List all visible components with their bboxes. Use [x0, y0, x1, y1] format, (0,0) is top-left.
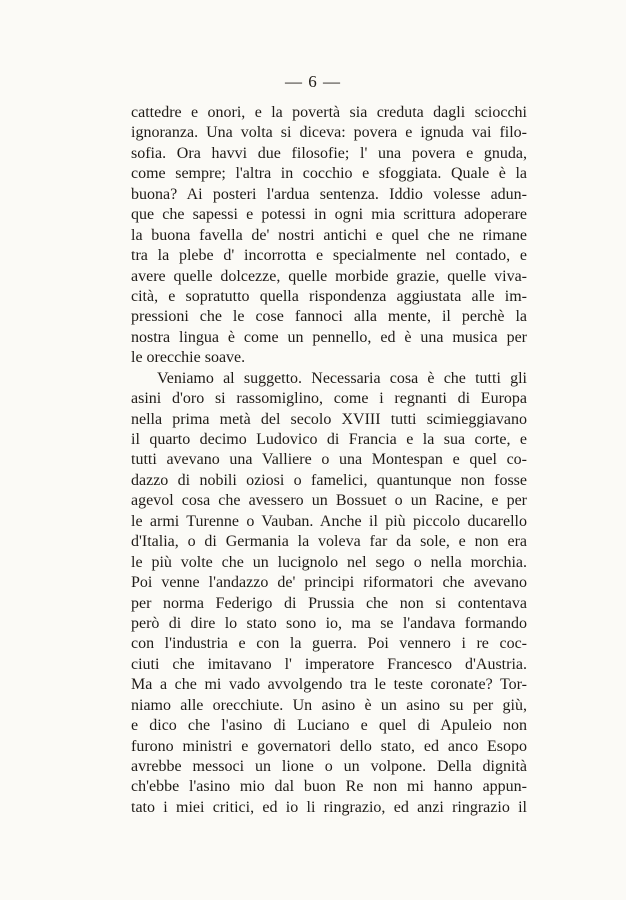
text-line: sofia. Ora havvi due filosofie; l' una povera e gnuda,	[131, 144, 527, 162]
text-line: avere quelle dolcezze, quelle morbide grazie, quelle viva-	[131, 267, 527, 285]
text-line: ciuti che imitavano l' imperatore Francesco d'Austria.	[131, 655, 527, 673]
text-line: ch'ebbe l'asino mio dal buon Re non mi hanno appun-	[131, 778, 527, 796]
text-line: però di dire lo stato sono io, ma se l'andava formando	[131, 614, 527, 632]
text-line: dazzo di nobili oziosi o famelici, quantunque non fosse	[131, 471, 527, 489]
body-text	[131, 103, 527, 818]
text-line: avrebbe messoci un lione o un volpone. Della dignità	[131, 758, 527, 775]
text-line: cità, e sopratutto quella rispondenza aggiustata alle im-	[131, 287, 527, 305]
text-line: que che sapessi e potessi in ogni mia scrittura adoperare	[131, 206, 527, 224]
text-line: d'Italia, o di Germania la voleva far da sole, e non era	[131, 533, 527, 551]
text-line: come sempre; l'altra in cocchio e sfoggiata. Quale è la	[131, 165, 527, 183]
text-line: ignoranza. Una volta si diceva: povera e ignuda vai filo-	[131, 124, 527, 142]
text-line: nella prima metà del secolo XVIII tutti scimieggiavano	[131, 410, 527, 428]
text-line: tutti avevano una Valliere o una Montespan e quel co-	[131, 451, 527, 469]
text-line: furono ministri e governatori dello stato, ed anco Esopo	[131, 737, 527, 755]
text-line: la buona favella de' nostri antichi e quel che ne rimane	[131, 226, 527, 244]
text-line: Ma a che mi vado avvolgendo tra le teste coronate? Tor-	[131, 676, 527, 694]
text-line: nostra lingua è come un pennello, ed è una musica per	[131, 328, 527, 346]
text-line: il quarto decimo Ludovico di Francia e la sua corte, e	[131, 431, 527, 448]
text-line: con l'industria e con la guerra. Poi vennero i re coc-	[131, 635, 527, 653]
text-line: asini d'oro si rassomiglino, come i regnanti di Europa	[131, 390, 527, 408]
text-line: buona? Ai posteri l'ardua sentenza. Iddio volesse adun-	[131, 185, 527, 203]
paragraph-end-line: le orecchie soave.	[131, 349, 246, 367]
text-line: e dico che l'asino di Luciano e quel di Apuleio non	[131, 717, 527, 735]
text-line: tra la plebe d' incorrotta e specialmente nel contado, e	[131, 247, 527, 265]
text-line: Poi venne l'andazzo de' principi riformatori che avevano	[131, 574, 527, 592]
text-line: cattedre e onori, e la povertà sia creduta dagli sciocchi	[131, 104, 527, 121]
text-line: tato i miei critici, ed io li ringrazio, ed anzi ringrazio il	[131, 798, 527, 816]
text-line: agevol cosa che avessero un Bossuet o un Racine, e per	[131, 492, 527, 510]
page-number: — 6 —	[285, 72, 341, 91]
paragraph-start-line: Veniamo al suggetto. Necessaria cosa è che tutti gli	[157, 369, 527, 387]
text-line: le più volte che un lucignolo nel sego o nella morchia.	[131, 553, 527, 571]
text-line: le armi Turenne o Vauban. Anche il più piccolo ducarello	[131, 512, 527, 530]
text-line: niamo alle orecchiute. Un asino è un asino su per giù,	[131, 696, 527, 714]
text-line: pressioni che le cose fannoci alla mente, il perchè la	[131, 308, 527, 326]
text-line: per norma Federigo di Prussia che non si contentava	[131, 594, 527, 612]
